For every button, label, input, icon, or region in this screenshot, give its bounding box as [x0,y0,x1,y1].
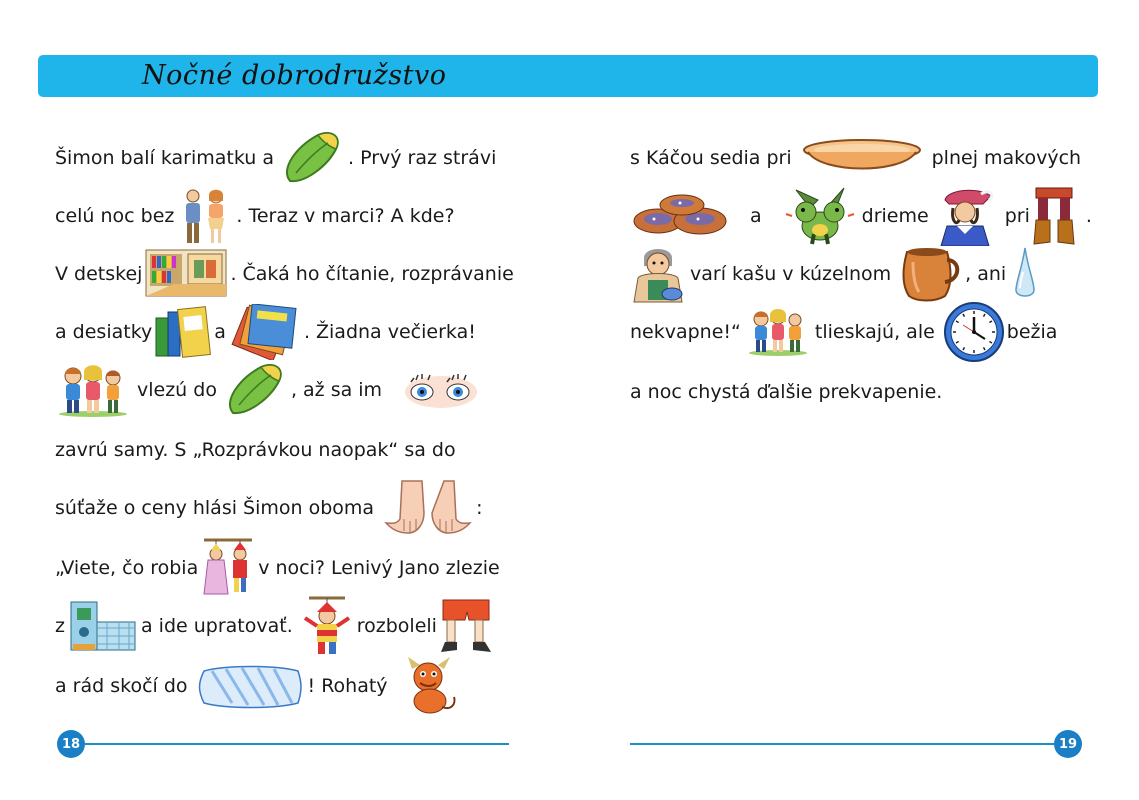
text: . Teraz v marci? A kde? [236,205,455,227]
text: . Žiadna večierka! [303,321,476,343]
pot-picture [899,246,963,302]
text: a noc chystá ďalšie prekvapenie. [630,381,943,403]
children-picture [57,362,129,418]
devil-picture [398,655,460,717]
text: bežia [1006,321,1058,343]
text: V detskej [55,263,143,285]
text: a [214,321,226,343]
plate-picture [802,138,922,178]
left-line-10 [55,656,462,716]
poppy-cakes-picture [632,191,728,241]
text: Šimon balí karimatku a [55,147,275,169]
text: , až sa im [290,379,383,401]
page-number-left: 18 [57,730,85,758]
left-line-2 [55,186,455,246]
text: vlezú do [137,379,217,401]
text: pri [1004,205,1030,227]
parents-picture [176,187,234,245]
text: drieme [861,205,929,227]
hands-picture [382,479,474,537]
text: s Káčou sedia pri [630,147,792,169]
text: z [55,615,65,637]
text: „Viete, čo robia [55,557,199,579]
left-footer-line [85,743,509,745]
pillow-picture [196,663,306,709]
text: . Čaká ho čítanie, rozprávanie [230,263,514,285]
text: v noci? Lenivý Jano zlezie [258,557,500,579]
right-line-1 [630,128,1081,188]
dragon-picture [784,186,856,246]
water-drop-picture [1014,246,1036,302]
text: celú noc bez [55,205,175,227]
clapping-children-picture [747,307,809,357]
text: tlieskajú, ale [814,321,935,343]
jester-puppet-picture [299,596,355,656]
sleeping-bag-picture [219,361,289,419]
left-line-6 [55,420,456,480]
left-line-4 [55,302,476,362]
puppets-picture [200,538,256,598]
text: nekvapne!“ [630,321,741,343]
text: ! Rohatý [307,675,388,697]
right-line-3 [630,244,1038,304]
text: a ide upratovať. [140,615,293,637]
right-footer-line [630,743,1054,745]
books-picture [154,304,212,360]
page-number-right: 19 [1054,730,1082,758]
left-line-3 [55,244,514,304]
eyes-picture [404,370,478,410]
left-line-1 [55,128,496,188]
text: plnej makových [931,147,1082,169]
text: . Prvý raz strávi [348,147,497,169]
text: a rád skočí do [55,675,188,697]
stove-picture [67,598,139,654]
text: , ani [965,263,1007,285]
text: zavrú samy. S „Rozprávkou naopak“ sa do [55,439,456,461]
magazines-picture [228,304,302,360]
text: varí kašu v kúzelnom [690,263,892,285]
prince-picture [937,186,995,246]
page-title: Nočné dobrodružstvo [142,60,447,91]
right-line-4 [630,302,1057,362]
right-line-5 [630,362,942,422]
text: rozboleli [356,615,437,637]
text: a desiatky [55,321,153,343]
left-line-7 [55,478,482,538]
title-bar [38,55,1098,97]
left-line-9 [55,596,495,656]
legs-boots-picture [1032,186,1076,246]
left-line-5 [55,360,480,420]
library-room-picture [144,246,228,302]
legs-picture [439,598,493,654]
text: súťaže o ceny hlási Šimon oboma [55,497,375,519]
text: : [476,497,483,519]
right-line-2 [630,186,1092,246]
old-woman-picture [632,244,688,304]
text: a [750,205,762,227]
sleeping-bag-picture [276,129,346,187]
clock-picture [943,301,1005,363]
text: . [1085,205,1092,227]
left-line-8 [55,538,500,598]
